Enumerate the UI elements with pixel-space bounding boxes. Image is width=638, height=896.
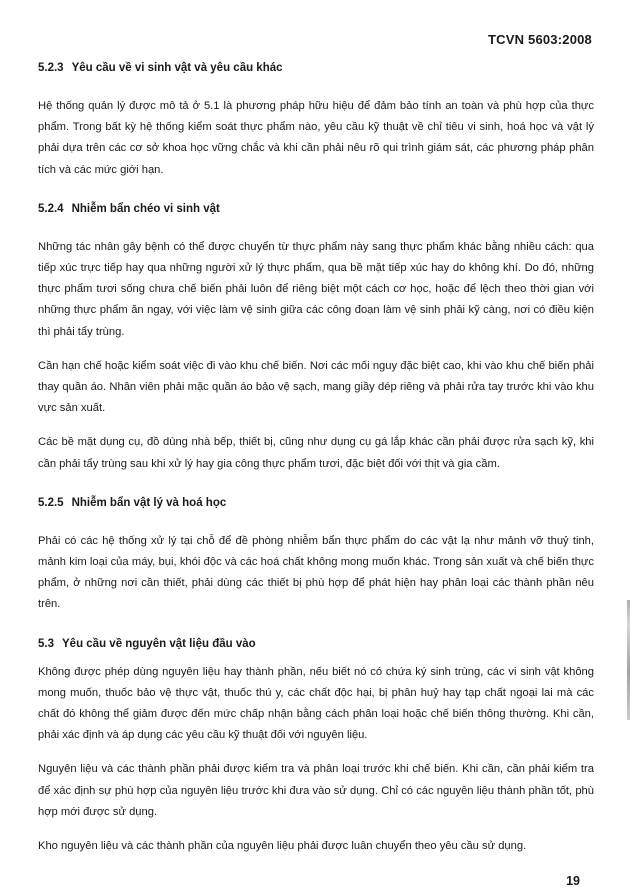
scan-edge-mark xyxy=(627,600,630,720)
section-title: Yêu cầu về vi sinh vật và yêu cầu khác xyxy=(71,62,283,74)
section-number: 5.2.3 xyxy=(38,62,64,74)
paragraph: Cần hạn chế hoặc kiểm soát việc đi vào khu chế biến. Nơi các mối nguy đặc biệt cao, khi vào khu chế biến phải thay quần áo. Nhân viên phải mặc quần áo bảo vệ sạch, mang giầy dép riêng và phải rửa tay trước khi vào khu vực sản xuất. xyxy=(38,359,594,415)
paragraph: Các bề mặt dụng cụ, đồ dùng nhà bếp, thiết bị, cũng như dụng cụ gá lắp khác cần phải được rửa sạch kỹ, khi cần phải tẩy trùng sau khi xử lý hay gia công thực phẩm tươi, đặc biệt đối với thịt và gia cầm. xyxy=(38,436,594,470)
section-heading xyxy=(38,62,594,74)
paragraph: Kho nguyên liệu và các thành phần của nguyên liệu phải được luân chuyển theo yêu cầu sử dụng. xyxy=(38,840,527,853)
document-body xyxy=(38,62,594,857)
section-heading xyxy=(38,203,594,215)
section-heading xyxy=(38,497,594,509)
section-5-3 xyxy=(38,638,594,858)
section-number: 5.2.5 xyxy=(38,496,64,509)
section-title: Yêu cầu về nguyên vật liệu đầu vào xyxy=(62,637,256,650)
standard-code: TCVN 5603:2008 xyxy=(488,32,592,47)
section-title: Nhiễm bẩn chéo vi sinh vật xyxy=(71,202,220,215)
section-number: 5.3 xyxy=(38,637,54,650)
section-5-2-5 xyxy=(38,497,594,616)
paragraph: Phải có các hệ thống xử lý tại chỗ để đề phòng nhiễm bẩn thực phẩm do các vật lạ như mảnh vỡ thuỷ tinh, mảnh kim loại của máy, bụi, khói độc và các hoá chất không mong muốn khác. Trong sản xuất và chế biến thực phẩm, ở những nơi cần thiết, phải dùng các thiết bị phù hợp để phát hiện hay phân loại các thành phần nêu trên. xyxy=(38,534,594,611)
section-5-2-3 xyxy=(38,62,594,181)
paragraph: Hệ thống quản lý được mô tả ở 5.1 là phương pháp hữu hiệu để đảm bảo tính an toàn và phù hợp của thực phẩm. Trong bất kỳ hệ thống kiểm soát thực phẩm nào, yêu cầu kỹ thuật về chỉ tiêu vi sinh, hoá học và vật lý phải dựa trên các cơ sở khoa học vững chắc và khi cần phải nêu rõ qui trình giám sát, các phương pháp phân tích và các mức giới hạn. xyxy=(38,100,594,176)
section-heading xyxy=(38,638,594,650)
paragraph: Nguyên liệu và các thành phần phải được kiểm tra và phân loại trước khi chế biến. Khi cần, cần phải kiểm tra để xác định sự phù hợp của nguyên liệu trước khi đưa vào sử dụng. Chỉ có các nguyên liệu thành phần tốt, phù hợp mới được sử dụng. xyxy=(38,763,594,818)
section-title: Nhiễm bẩn vật lý và hoá học xyxy=(71,496,227,509)
section-number: 5.2.4 xyxy=(38,202,64,215)
page-number: 19 xyxy=(566,874,580,888)
paragraph: Không được phép dùng nguyên liệu hay thành phần, nếu biết nó có chứa ký sinh trùng, các vi sinh vật không mong muốn, thuốc bảo vệ thực vật, thuốc thú y, các chất độc hại, bị phân huỷ hay tạp chất ngoại lai mà các chất đó không thể giảm được đến mức chấp nhận bằng cách phân loại hoặc chế biến thông thường. Khi cần, phải xác định và áp dụng các yêu cầu kỹ thuật đối với nguyên liệu. xyxy=(38,665,594,742)
section-5-2-4 xyxy=(38,203,594,475)
paragraph: Những tác nhân gây bệnh có thể được chuyển từ thực phẩm này sang thực phẩm khác bằng nhiều cách: qua tiếp xúc trực tiếp hay qua những người xử lý thực phẩm, qua bề mặt tiếp xúc hay do không khí. Do đó, những thực phẩm tươi sống chưa chế biến phải luôn để riêng biệt một cách cơ học, hoặc để lệch theo thời gian với những thực phẩm ăn ngay, với việc làm vệ sinh giữa các công đoạn làm vệ sinh phải kỹ càng, nơi có điều kiện thì phải tẩy trùng. xyxy=(38,240,594,338)
